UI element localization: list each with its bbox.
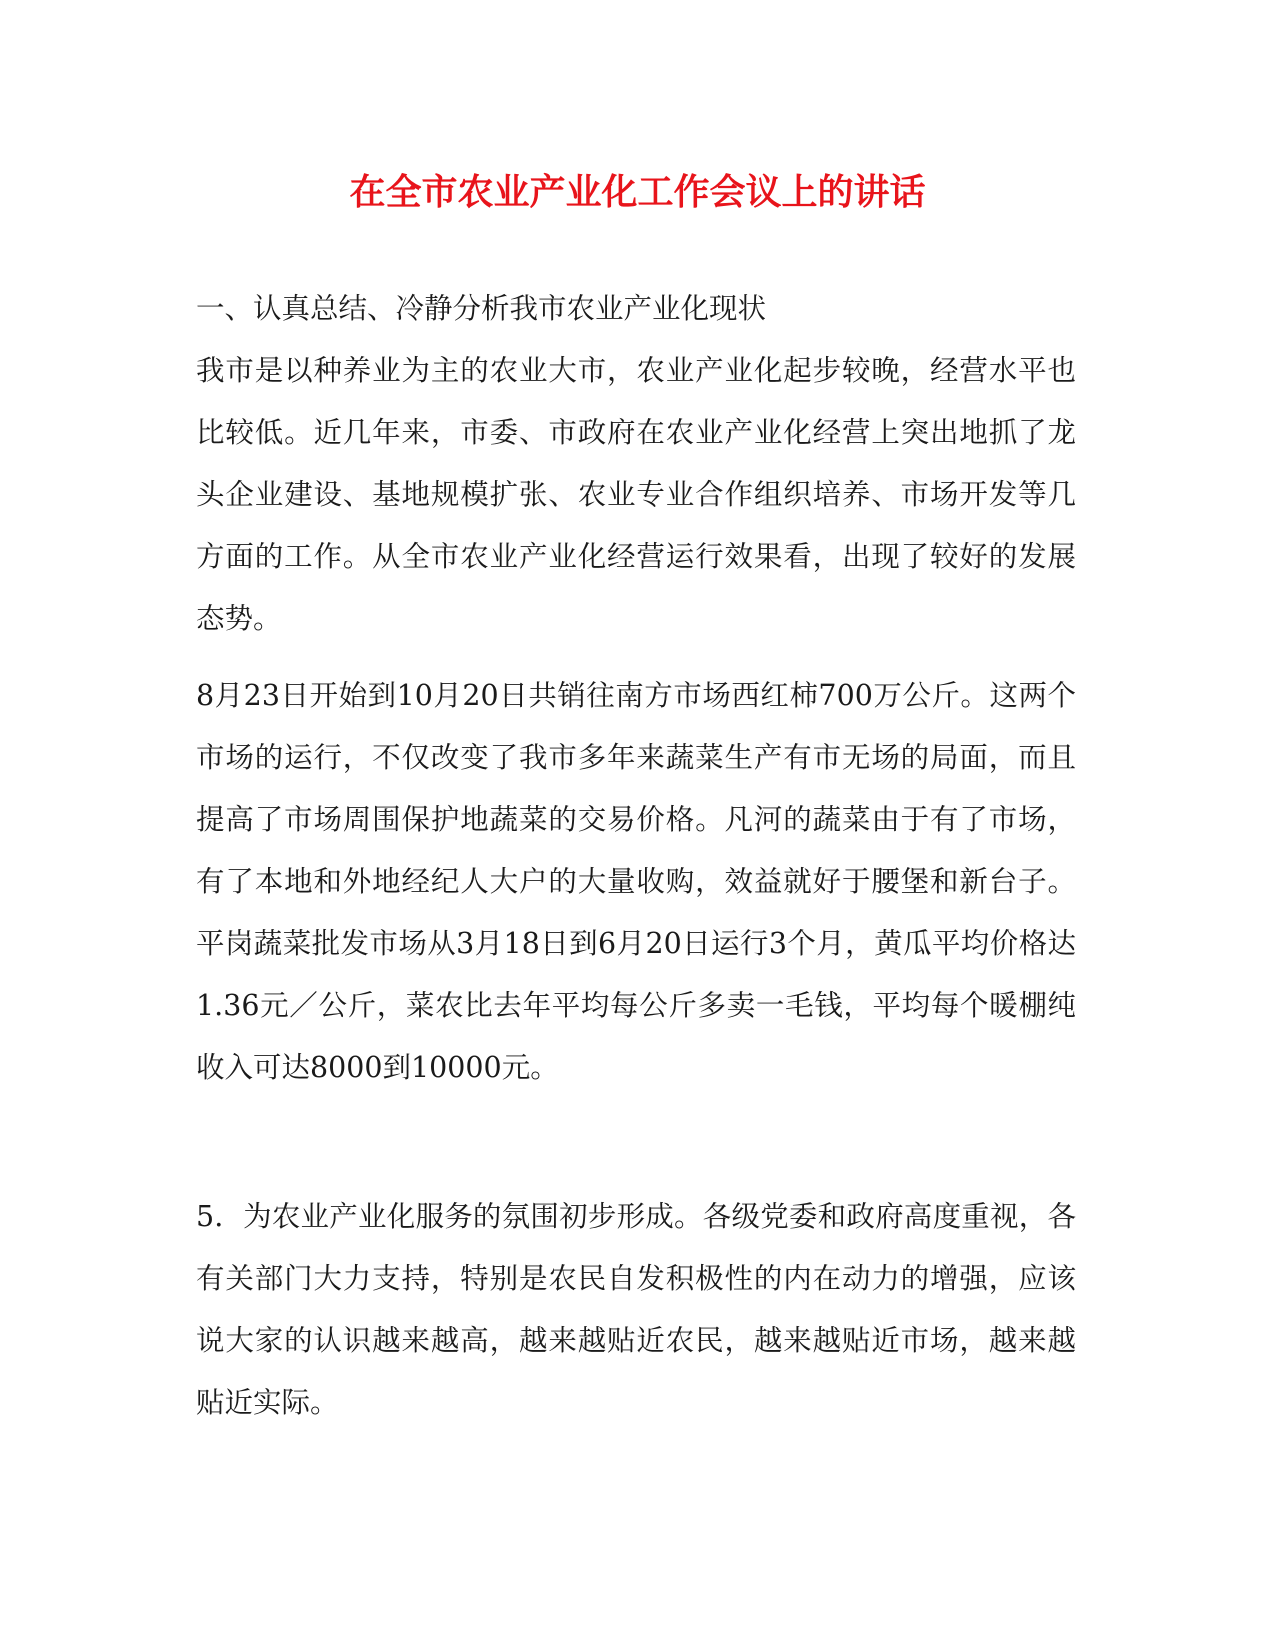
- document-title: 在全市农业产业化工作会议上的讲话: [349, 171, 926, 213]
- section-heading: 一、认真总结、冷静分析我市农业产业化现状: [196, 292, 767, 325]
- paragraph-overview: 我市是以种养业为主的农业大市，农业产业化起步较晚，经营水平也比较低。近几年来，市委、市政府在农业产业化经营上突出地抓了龙头企业建设、基地规模扩张、农业专业合作组织培养、市场开发等几方面的工作。从全市农业产业化经营运行效果看，出现了较好的发展态势。: [196, 354, 1076, 635]
- paragraph-service-atmosphere: 5．为农业产业化服务的氛围初步形成。各级党委和政府高度重视，各有关部门大力支持，特别是农民自发积极性的内在动力的增强，应该说大家的认识越来越高，越来越贴近农民，越来越贴近市场，越来越贴近实际。: [196, 1200, 1076, 1419]
- paragraph-market-results: 8月23日开始到10月20日共销往南方市场西红柿700万公斤。这两个市场的运行，不仅改变了我市多年来蔬菜生产有市无场的局面，而且提高了市场周围保护地蔬菜的交易价格。凡河的蔬菜由于有了市场，有了本地和外地经纪人大户的大量收购，效益就好于腰堡和新台子。平岗蔬菜批发市场从3月18日到6月20日运行3个月，黄瓜平均价格达1.36元／公斤，菜农比去年平均每公斤多卖一毛钱，平均每个暖棚纯收入可达8000到10000元。: [196, 679, 1076, 1084]
